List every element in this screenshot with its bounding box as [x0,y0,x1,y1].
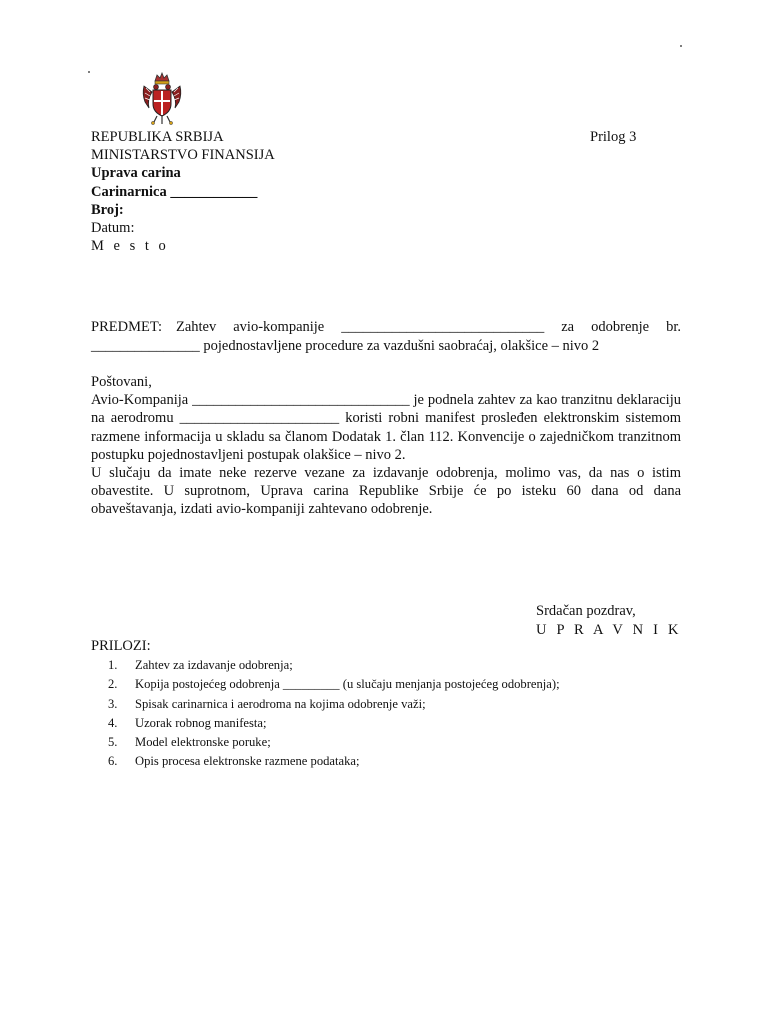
list-item-number: 3. [108,696,118,711]
list-item-text: Model elektronske poruke; [135,735,271,750]
attachments-title: PRILOZI: [91,638,151,654]
closing-greeting: Srdačan pozdrav, [536,603,636,619]
list-item [108,675,560,694]
body-paragraph-2: U slučaju da imate neke rezerve vezane za izdavanje odobrenja, molimo vas, da nas o istim obavestite. U suprotnom, Uprava carina Republike Srbije će po isteku 60 dana od dana obaveštavanja, izdati avio-kompaniji zahtevano odobrenje. [91,465,681,518]
list-item-number: 5. [108,735,118,750]
subject-block [91,318,681,355]
subject-text-1: Zahtev avio-kompanije ____________________________ za odobrenje br. [175,319,681,335]
customs-office-field: Carinarnica ____________ [91,183,258,200]
closing-block [536,602,682,639]
list-item-text: Kopija postojećeg odobrenja _________ (u slučaju menjanja postojećeg odobrenja); [135,677,560,692]
list-item-text: Uzorak robnog manifesta; [135,715,267,730]
list-item [108,695,560,714]
list-item [108,733,560,752]
list-item-number: 2. [108,677,118,692]
country-name: REPUBLIKA SRBIJA [91,129,224,145]
administration-name: Uprava carina [91,165,181,182]
annex-label: Prilog 3 [590,129,637,145]
letter-body [91,373,681,519]
place-field: M e s t o [91,238,169,255]
number-field: Broj: [91,201,124,218]
sender-header [91,128,275,255]
ministry-name: MINISTARSTVO FINANSIJA [91,147,275,164]
list-item-number: 6. [108,754,118,769]
subject-line-1 [91,318,681,337]
list-item-text: Spisak carinarnica i aerodroma na kojima odobrenje važi; [135,696,426,711]
scan-dot [88,71,90,73]
list-item [108,714,560,733]
subject-label: PREDMET: [91,319,162,335]
list-item-number: 4. [108,715,118,730]
list-item-text: Opis procesa elektronske razmene podataka; [135,754,360,769]
list-item-number: 1. [108,658,118,672]
list-item-text: Zahtev za izdavanje odobrenja; [135,658,293,672]
coat-of-arms-icon [140,72,184,126]
list-item [108,752,560,771]
signature-title: U P R A V N I K [536,621,682,638]
salutation: Poštovani, [91,374,152,390]
subject-text-2: _______________ pojednostavljene procedure za vazdušni saobraćaj, olakšice – nivo 2 [91,337,600,354]
attachments-list [108,656,560,772]
body-paragraph-1: Avio-Kompanija ______________________________ je podnela zahtev za kao tranzitnu deklaraciju na aerodromu ______________________ koristi robni manifest prosleđen elektronskim sistemom razmene informacija u skladu sa članom Dodatak 1. član 112. Konvencije o zajedničkom tranzitnom postupku pojednostavljeni postupak olakšice – nivo 2. [91,392,681,463]
list-item [108,656,560,675]
date-field: Datum: [91,220,135,237]
scan-dot [680,45,682,47]
